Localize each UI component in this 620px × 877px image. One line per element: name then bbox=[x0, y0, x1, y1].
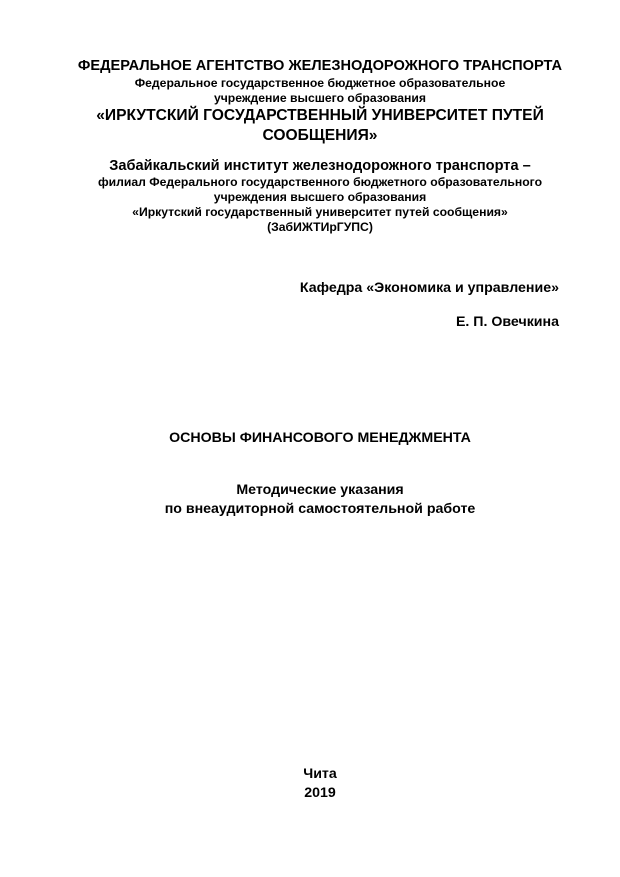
document-purpose: по внеаудиторной самостоятельной работе bbox=[164, 501, 476, 517]
organization-type-line-2: учреждение высшего образования bbox=[213, 91, 427, 105]
branch-block bbox=[60, 157, 580, 235]
header-block bbox=[60, 57, 580, 146]
branch-name: Забайкальский институт железнодорожного транспорта – bbox=[109, 158, 531, 174]
subtitle-block bbox=[60, 481, 580, 519]
organization-type-line-1: Федеральное государственное бюджетное образовательное bbox=[134, 76, 506, 90]
branch-description-line-3: «Иркутский государственный университет путей сообщения» bbox=[132, 205, 508, 219]
imprint-block bbox=[60, 765, 580, 803]
university-name-line-1: «ИРКУТСКИЙ ГОСУДАРСТВЕННЫЙ УНИВЕРСИТЕТ ПУТЕЙ bbox=[96, 107, 544, 124]
author-name: Е. П. Овечкина bbox=[455, 314, 559, 330]
department-name: Кафедра «Экономика и управление» bbox=[299, 280, 559, 296]
imprint-year: 2019 bbox=[304, 785, 336, 801]
agency-name: ФЕДЕРАЛЬНОЕ АГЕНТСТВО ЖЕЛЕЗНОДОРОЖНОГО ТРАНСПОРТА bbox=[77, 58, 563, 74]
branch-abbreviation: (ЗабИЖТИрГУПС) bbox=[267, 220, 373, 234]
document-type: Методические указания bbox=[236, 482, 404, 498]
branch-description-line-1: филиал Федерального государственного бюджетного образовательного bbox=[97, 175, 543, 189]
imprint-city: Чита bbox=[303, 766, 337, 782]
title-block bbox=[60, 429, 580, 447]
document-title: ОСНОВЫ ФИНАНСОВОГО МЕНЕДЖМЕНТА bbox=[169, 430, 471, 446]
university-name-line-2: СООБЩЕНИЯ» bbox=[262, 127, 378, 144]
branch-description-line-2: учреждения высшего образования bbox=[213, 190, 427, 204]
